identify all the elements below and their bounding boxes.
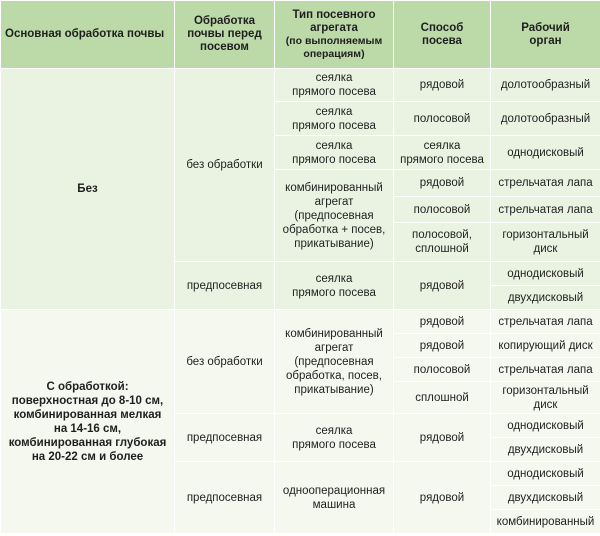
group1-pre-seed: предпосевная	[175, 262, 275, 310]
group1-organ-4: стрельчатая лапа	[491, 170, 600, 197]
group1-method-6: полосовой, сплошной	[394, 223, 491, 262]
group1-organ-3: однодисковый	[491, 136, 600, 170]
group1-organ-1: долотообразный	[491, 69, 600, 102]
header-unit-type: Тип посевного агрегата (по выполняемым операциям)	[275, 1, 394, 69]
group2-organ-1: стрельчатая лапа	[491, 310, 600, 334]
group1-organ-8: двухдисковый	[491, 286, 600, 310]
group2-organ-3: стрельчатая лапа	[491, 358, 600, 382]
group2-seeder: сеялка прямого посева	[275, 414, 394, 462]
header-working-organ: Рабочий орган	[491, 1, 600, 69]
group1-method-4: рядовой	[394, 170, 491, 197]
group1-method-3: сеялка прямого посева	[394, 136, 491, 170]
header-sowing-method: Способ посева	[394, 1, 491, 69]
group2-method-5: рядовой	[394, 414, 491, 462]
header-row	[1, 1, 600, 69]
group2-method-3: полосовой	[394, 358, 491, 382]
group1-combo-unit: комбинированный агрегат (предпосевная обработка + посев, прикатывание)	[275, 170, 394, 262]
group2-organ-2: копирующий диск	[491, 334, 600, 358]
table-row	[1, 69, 600, 102]
group2-label: С обработкой: поверхностная до 8-10 см, комбинированная мелкая на 14-16 см, комбинированная глубокая на 20-22 см и более	[1, 310, 175, 534]
group1-pre-none: без обработки	[175, 69, 275, 262]
header-main-tillage: Основная обработка почвы	[1, 1, 175, 69]
group2-method-6: рядовой	[394, 462, 491, 534]
group1-organ-2: долотообразный	[491, 102, 600, 136]
group1-organ-6: горизонтальный диск	[491, 223, 600, 262]
group2-organ-6: двухдисковый	[491, 438, 600, 462]
group1-method-7: рядовой	[394, 262, 491, 310]
table-row	[1, 310, 600, 334]
group2-organ-9: комбинированный	[491, 510, 600, 534]
header-pre-sowing: Обработка почвы перед посевом	[175, 1, 275, 69]
group2-method-1: рядовой	[394, 310, 491, 334]
group2-pre-none: без обработки	[175, 310, 275, 414]
group2-pre-seed-1: предпосевная	[175, 414, 275, 462]
group2-single-op-machine: однооперационная машина	[275, 462, 394, 534]
group1-method-2: полосовой	[394, 102, 491, 136]
group1-seeder-2: сеялка прямого посева	[275, 102, 394, 136]
group1-organ-5: стрельчатая лапа	[491, 197, 600, 223]
group2-method-4: сплошной	[394, 382, 491, 414]
group2-organ-4: горизонтальный диск	[491, 382, 600, 414]
group1-seeder-4: сеялка прямого посева	[275, 262, 394, 310]
group2-organ-7: однодисковый	[491, 462, 600, 486]
group1-seeder-1: сеялка прямого посева	[275, 69, 394, 102]
group2-method-2: рядовой	[394, 334, 491, 358]
group2-organ-5: однодисковый	[491, 414, 600, 438]
group1-method-1: рядовой	[394, 69, 491, 102]
group1-organ-7: однодисковый	[491, 262, 600, 286]
group1-seeder-3: сеялка прямого посева	[275, 136, 394, 170]
group2-organ-8: двухдисковый	[491, 486, 600, 510]
group2-pre-seed-2: предпосевная	[175, 462, 275, 534]
group2-combo-unit: комбинированный агрегат (предпосевная обработка, посев, прикатывание)	[275, 310, 394, 414]
group1-label: Без	[1, 69, 175, 310]
group1-method-5: полосовой	[394, 197, 491, 223]
